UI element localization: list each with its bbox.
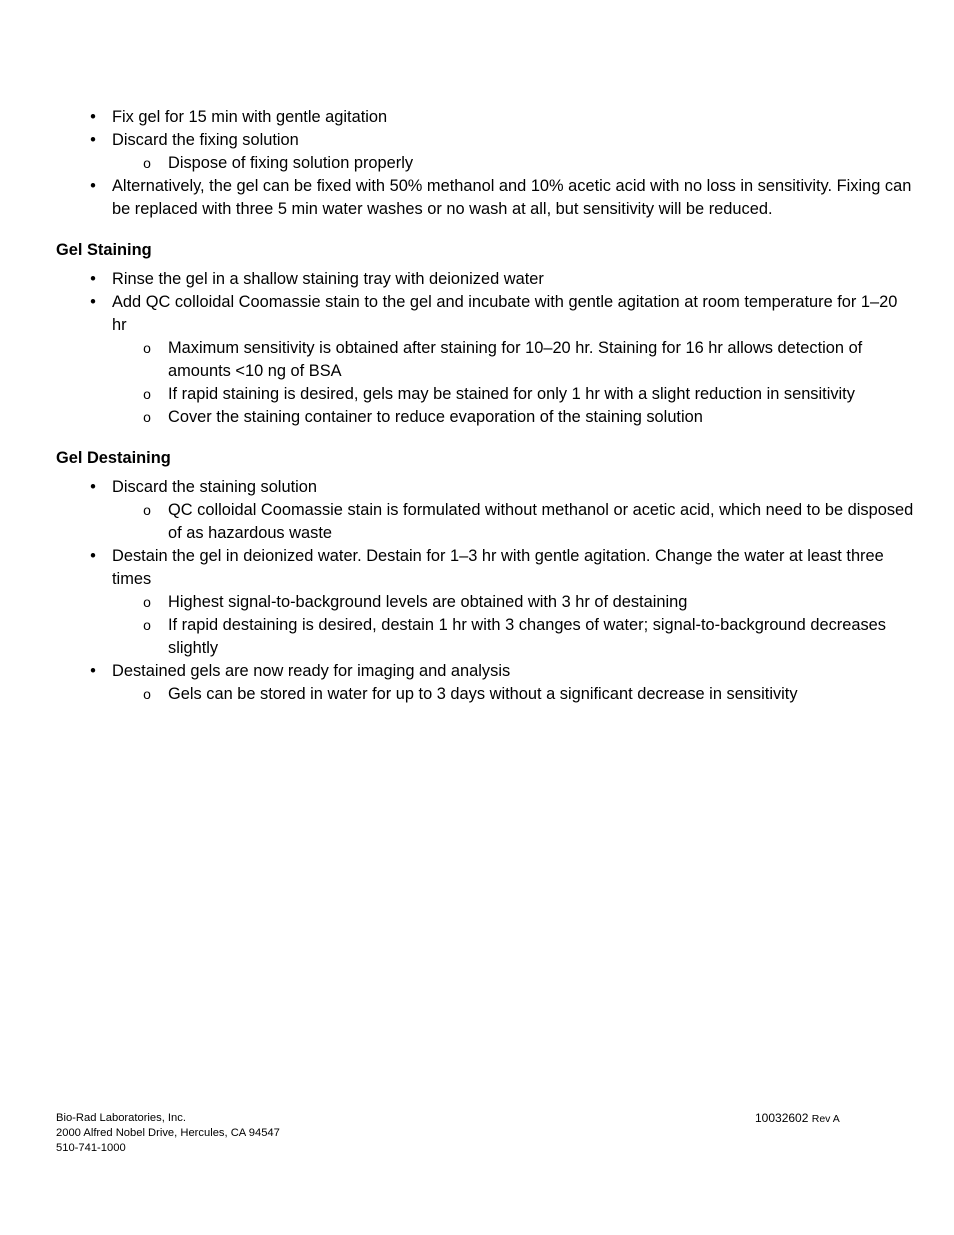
sub-list-item: [112, 614, 916, 660]
destaining-list: [56, 476, 916, 499]
footer-company: Bio-Rad Laboratories, Inc.: [56, 1112, 186, 1124]
sub-list-item-text: Gels can be stored in water for up to 3 days without a significant decrease in sensitivity: [168, 685, 798, 703]
bullet-icon: •: [90, 270, 96, 288]
section-heading-destaining: Gel Destaining: [56, 449, 171, 467]
sub-list-item: [112, 683, 916, 706]
fixing-list-continued: [56, 175, 916, 221]
sub-bullet-icon: o: [143, 155, 151, 171]
list-item-text: Destained gels are now ready for imaging and analysis: [112, 662, 511, 680]
section-heading-staining: Gel Staining: [56, 241, 152, 259]
sub-list-item-text: If rapid staining is desired, gels may be stained for only 1 hr with a slight reduction in sensitivity: [168, 385, 855, 403]
list-item-text: Add QC colloidal Coomassie stain to the gel and incubate with gentle agitation at room temperature for 1–20 hr: [112, 293, 898, 334]
document-body: [56, 106, 916, 706]
footer-address: 2000 Alfred Nobel Drive, Hercules, CA 94547: [56, 1127, 280, 1139]
sub-list-item: [112, 406, 916, 429]
sub-list-item: [112, 337, 916, 383]
destaining-sublist-3: [112, 683, 916, 706]
sub-bullet-icon: o: [143, 686, 151, 702]
bullet-icon: •: [90, 177, 96, 195]
sub-bullet-icon: o: [143, 409, 151, 425]
sub-bullet-icon: o: [143, 617, 151, 633]
list-item: [56, 660, 916, 683]
list-item: [56, 268, 916, 291]
footer-doc-number: 10032602: [755, 1111, 809, 1125]
bullet-icon: •: [90, 293, 96, 311]
bullet-icon: •: [90, 547, 96, 565]
list-item-text: Discard the staining solution: [112, 478, 317, 496]
list-item: [56, 476, 916, 499]
sub-list-item: [112, 499, 916, 545]
list-item-text: Fix gel for 15 min with gentle agitation: [112, 108, 388, 126]
sub-bullet-icon: o: [143, 594, 151, 610]
footer-phone: 510-741-1000: [56, 1142, 126, 1154]
fixing-list: [56, 106, 916, 152]
sub-list-item-text: Maximum sensitivity is obtained after staining for 10–20 hr. Staining for 16 hr allows detection of amounts <10 ng of BSA: [168, 339, 863, 380]
sub-list-item: [112, 152, 916, 175]
list-item-text: Destain the gel in deionized water. Destain for 1–3 hr with gentle agitation. Change the water at least three times: [112, 547, 884, 588]
list-item-text: Alternatively, the gel can be fixed with 50% methanol and 10% acetic acid with no loss in sensitivity. Fixing can be replaced with three 5 min water washes or no wash at all, but sensitivity will be reduced.: [112, 177, 912, 218]
bullet-icon: •: [90, 108, 96, 126]
list-item: [56, 175, 916, 221]
sub-list-item-text: Highest signal-to-background levels are obtained with 3 hr of destaining: [168, 593, 688, 611]
list-item-text: Rinse the gel in a shallow staining tray with deionized water: [112, 270, 544, 288]
footer-doc-id: [755, 1111, 840, 1127]
list-item: [56, 291, 916, 337]
list-item-text: Discard the fixing solution: [112, 131, 299, 149]
destaining-list-2: [56, 545, 916, 591]
list-item: [56, 129, 916, 152]
sub-bullet-icon: o: [143, 340, 151, 356]
list-item: [56, 106, 916, 129]
sub-list-item-text: Dispose of fixing solution properly: [168, 154, 414, 172]
staining-sublist: [112, 337, 916, 429]
sub-bullet-icon: o: [143, 386, 151, 402]
destaining-sublist-2: [112, 591, 916, 660]
sub-bullet-icon: o: [143, 502, 151, 518]
footer-revision: Rev A: [811, 1113, 840, 1125]
staining-list: [56, 268, 916, 337]
destaining-list-3: [56, 660, 916, 683]
sub-list-item-text: Cover the staining container to reduce evaporation of the staining solution: [168, 408, 703, 426]
sub-list-item-text: If rapid destaining is desired, destain 1 hr with 3 changes of water; signal-to-background decreases slightly: [168, 616, 886, 657]
sub-list-item-text: QC colloidal Coomassie stain is formulated without methanol or acetic acid, which need to be disposed of as hazardous waste: [168, 501, 914, 542]
fixing-sublist: [112, 152, 916, 175]
bullet-icon: •: [90, 131, 96, 149]
destaining-sublist-1: [112, 499, 916, 545]
sub-list-item: [112, 591, 916, 614]
bullet-icon: •: [90, 478, 96, 496]
list-item: [56, 545, 916, 591]
bullet-icon: •: [90, 662, 96, 680]
sub-list-item: [112, 383, 916, 406]
footer-address-block: [56, 1111, 280, 1156]
